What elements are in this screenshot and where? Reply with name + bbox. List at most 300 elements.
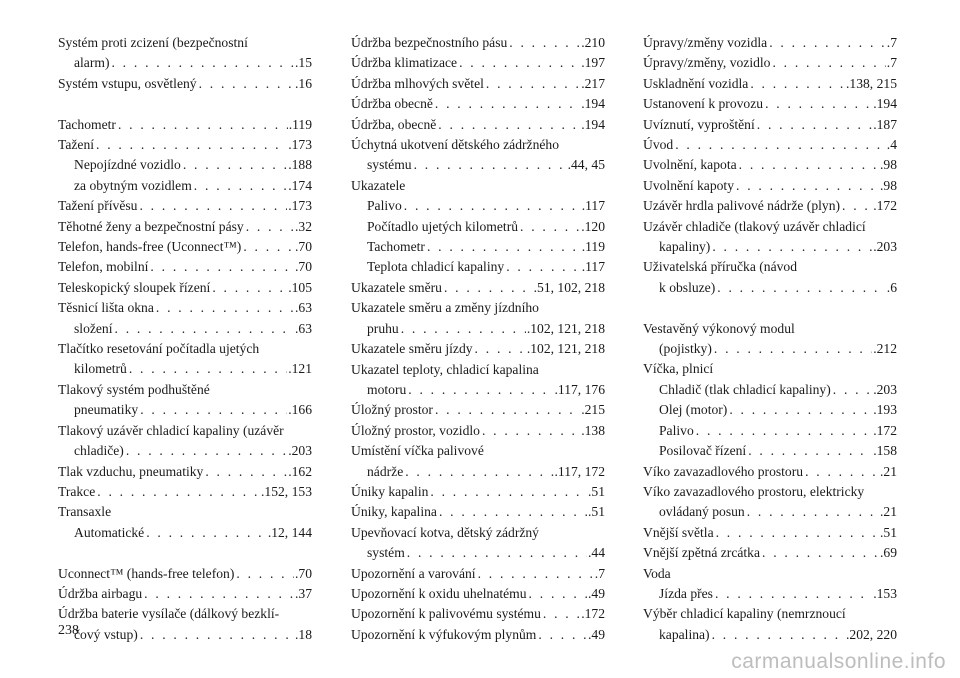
page-reference: .120 xyxy=(581,218,605,234)
index-entry xyxy=(643,543,897,563)
index-entry xyxy=(58,462,312,482)
leader-dots xyxy=(138,625,294,645)
page-reference: .117 xyxy=(581,198,605,214)
index-line xyxy=(58,584,312,604)
leader-dots xyxy=(673,135,886,155)
page-reference: .158 xyxy=(873,443,897,459)
index-entry xyxy=(351,339,605,359)
leader-dots xyxy=(137,196,287,216)
index-term: Víko zavazadlového prostoru xyxy=(643,463,804,479)
index-entry xyxy=(351,33,605,53)
index-line xyxy=(351,360,605,380)
page-reference: .194 xyxy=(581,116,605,132)
index-line xyxy=(643,400,897,420)
leader-dots xyxy=(94,135,287,155)
index-line xyxy=(643,339,897,359)
index-entry xyxy=(58,237,312,257)
index-term: Transaxle xyxy=(58,504,112,520)
page-reference: .172 xyxy=(873,422,897,438)
page-reference: .117 xyxy=(581,259,605,275)
index-line xyxy=(58,462,312,482)
page-reference: .70 xyxy=(295,239,312,255)
page-reference: .217 xyxy=(581,75,605,91)
page-reference: .63 xyxy=(295,300,312,316)
index-line xyxy=(351,523,605,543)
page-reference: .203 xyxy=(288,443,312,459)
index-entry xyxy=(58,33,312,74)
index-term: Telefon, mobilní xyxy=(58,259,149,275)
index-term: Údržba baterie vysílače (dálkový bezklí- xyxy=(58,606,280,622)
leader-dots xyxy=(436,115,580,135)
page-reference: .12, 144 xyxy=(267,524,312,540)
index-line xyxy=(643,135,897,155)
leader-dots xyxy=(767,33,886,53)
index-entry xyxy=(351,74,605,94)
index-line xyxy=(643,543,897,563)
index-term: Tlak vzduchu, pneumatiky xyxy=(58,463,204,479)
page-number: 238 xyxy=(58,623,79,638)
leader-dots xyxy=(192,176,287,196)
index-term: Olej (motor) xyxy=(659,402,728,418)
index-term: Údržba obecně xyxy=(351,96,433,112)
leader-dots xyxy=(840,196,872,216)
index-term: Údržba mlhových světel xyxy=(351,75,484,91)
leader-dots xyxy=(241,237,294,257)
leader-dots xyxy=(181,155,287,175)
index-entry xyxy=(58,217,312,237)
index-entry xyxy=(643,94,897,114)
leader-dots xyxy=(402,196,581,216)
index-line xyxy=(643,217,897,237)
page-reference: .210 xyxy=(581,35,605,50)
page-reference: .194 xyxy=(581,96,605,112)
index-term: Uconnect™ (hands-free telefon) xyxy=(58,565,235,581)
index-line xyxy=(58,502,312,522)
index-line xyxy=(351,155,605,175)
index-term: Údržba, obecně xyxy=(351,116,437,132)
index-line xyxy=(351,237,605,257)
index-term: Upevňovací kotva, dětský zádržný xyxy=(351,524,539,540)
leader-dots xyxy=(734,176,879,196)
page-reference: .69 xyxy=(880,545,897,561)
page-reference: .4 xyxy=(886,137,897,153)
index-term: Počítadlo ujetých kilometrů xyxy=(367,218,519,234)
leader-dots xyxy=(210,278,287,298)
index-line xyxy=(58,53,312,73)
index-line xyxy=(643,625,897,645)
index-entry xyxy=(351,584,605,604)
index-entry xyxy=(643,74,897,94)
leader-dots xyxy=(715,278,886,298)
index-entry xyxy=(351,278,605,298)
page-reference: .117, 172 xyxy=(554,463,605,479)
index-term: Těsnicí lišta okna xyxy=(58,300,154,316)
index-term: Ustanovení k provozu xyxy=(643,96,764,112)
index-line xyxy=(351,380,605,400)
index-line xyxy=(643,584,897,604)
page-reference: .193 xyxy=(873,402,897,418)
index-line xyxy=(351,278,605,298)
index-term: Ukazatel teploty, chladicí kapalina xyxy=(351,361,539,377)
index-line xyxy=(643,155,897,175)
leader-dots xyxy=(142,584,294,604)
index-line xyxy=(351,543,605,563)
leader-dots xyxy=(95,482,260,502)
index-entry xyxy=(351,604,605,624)
page-reference: .153 xyxy=(873,585,897,601)
index-term: Tlakový uzávěr chladicí kapaliny (uzávěr xyxy=(58,422,284,438)
index-term: Upozornění k oxidu uhelnatému xyxy=(351,585,527,601)
index-term: pneumatiky xyxy=(74,402,139,418)
leader-dots xyxy=(109,53,294,73)
index-entry xyxy=(351,94,605,114)
index-term: Ukazatele směru xyxy=(351,279,442,295)
leader-dots xyxy=(536,625,587,645)
leader-dots xyxy=(760,543,879,563)
index-entry xyxy=(351,176,605,196)
page-reference: .7 xyxy=(886,35,897,50)
index-entry xyxy=(351,482,605,502)
index-term: Vnější světla xyxy=(643,524,714,540)
index-term: Ukazatele směru a změny jízdního xyxy=(351,300,539,316)
page-reference: .98 xyxy=(880,177,897,193)
index-term: Voda xyxy=(643,565,671,581)
index-term: Upozornění a varování xyxy=(351,565,476,581)
index-entry xyxy=(58,196,312,216)
index-line xyxy=(58,217,312,237)
index-line xyxy=(643,462,897,482)
leader-dots xyxy=(763,94,872,114)
page-reference: .138, 215 xyxy=(846,75,897,91)
index-line xyxy=(643,74,897,94)
index-term: Teleskopický sloupek řízení xyxy=(58,279,211,295)
index-term: Uvolnění kapoty xyxy=(643,177,734,193)
index-entry xyxy=(351,115,605,135)
leader-dots xyxy=(399,319,526,339)
index-line xyxy=(58,380,312,400)
index-line xyxy=(351,319,605,339)
index-term: Tažení přívěsu xyxy=(58,198,138,214)
leader-dots xyxy=(412,155,567,175)
index-term: za obytným vozidlem xyxy=(74,177,192,193)
leader-dots xyxy=(197,74,294,94)
leader-dots xyxy=(124,441,287,461)
index-term: Upozornění k výfukovým plynům xyxy=(351,626,537,642)
leader-dots xyxy=(476,564,594,584)
index-entry xyxy=(58,278,312,298)
index-term: Úložný prostor, vozidlo xyxy=(351,422,480,438)
leader-dots xyxy=(484,74,580,94)
page-reference: .7 xyxy=(594,565,605,581)
index-line xyxy=(58,155,312,175)
page-reference: .49 xyxy=(588,585,605,601)
index-entry xyxy=(351,502,605,522)
index-term: Vestavěný výkonový modul xyxy=(643,320,795,336)
index-line xyxy=(351,604,605,624)
index-entry xyxy=(58,564,312,584)
index-term: Údržba klimatizace xyxy=(351,55,458,71)
index-entry xyxy=(351,196,605,216)
page-reference: .166 xyxy=(288,402,312,418)
index-entry xyxy=(643,482,897,523)
leader-dots xyxy=(403,462,553,482)
index-line xyxy=(351,421,605,441)
index-entry xyxy=(351,441,605,482)
leader-dots xyxy=(507,33,580,53)
index-line xyxy=(643,441,897,461)
index-line xyxy=(351,400,605,420)
leader-dots xyxy=(406,380,553,400)
index-line xyxy=(351,217,605,237)
index-entry xyxy=(58,584,312,604)
page-reference: .51 xyxy=(588,483,605,499)
index-term: Úpravy/změny, vozidlo xyxy=(643,55,771,71)
index-line xyxy=(351,33,605,53)
index-term: Palivo xyxy=(367,198,402,214)
index-term: kapaliny) xyxy=(659,239,711,255)
leader-dots xyxy=(154,298,294,318)
leader-dots xyxy=(127,359,287,379)
leader-dots xyxy=(473,339,526,359)
index-entry xyxy=(58,176,312,196)
index-term: Uskladnění vozidla xyxy=(643,75,749,91)
index-line xyxy=(643,115,897,135)
page-reference: .21 xyxy=(880,504,897,520)
index-entry xyxy=(643,217,897,258)
index-term: Systém vstupu, osvětlený xyxy=(58,75,197,91)
index-term: k obsluze) xyxy=(659,279,716,295)
index-line xyxy=(643,319,897,339)
leader-dots xyxy=(527,584,587,604)
index-term: Úniky kapalin xyxy=(351,483,429,499)
index-entry xyxy=(351,298,605,339)
index-column-2 xyxy=(351,33,605,645)
page-reference: .173 xyxy=(288,198,312,214)
index-entry xyxy=(643,421,897,441)
index-term: Tažení xyxy=(58,137,95,153)
leader-dots xyxy=(713,584,872,604)
index-line xyxy=(351,176,605,196)
leader-dots xyxy=(425,237,581,257)
index-entry xyxy=(58,257,312,277)
page-reference: .70 xyxy=(295,259,312,275)
index-line xyxy=(58,421,312,441)
index-term: kapalina) xyxy=(659,626,710,642)
index-line xyxy=(643,196,897,216)
index-entry xyxy=(58,155,312,175)
index-line xyxy=(643,604,897,624)
page-reference: .44 xyxy=(588,545,605,561)
index-line xyxy=(351,94,605,114)
leader-dots xyxy=(831,380,872,400)
index-line xyxy=(643,564,897,584)
index-line xyxy=(58,604,312,624)
index-entry xyxy=(643,135,897,155)
leader-dots xyxy=(144,523,267,543)
index-line xyxy=(351,441,605,461)
page-reference: .37 xyxy=(295,585,312,601)
index-line xyxy=(643,502,897,522)
index-entry xyxy=(643,400,897,420)
leader-dots xyxy=(138,400,287,420)
index-line xyxy=(58,441,312,461)
index-line xyxy=(351,53,605,73)
page-reference: .203 xyxy=(873,239,897,255)
index-line xyxy=(643,257,897,277)
index-entry xyxy=(58,604,312,645)
index-line xyxy=(58,523,312,543)
index-term: Chladič (tlak chladicí kapaliny) xyxy=(659,381,831,397)
index-entry xyxy=(58,319,312,339)
index-term: Vnější zpětná zrcátka xyxy=(643,545,760,561)
index-term: Jízda přes xyxy=(659,585,713,601)
index-term: Údržba bezpečnostního pásu xyxy=(351,35,508,50)
index-entry xyxy=(643,564,897,584)
index-line xyxy=(58,115,312,135)
leader-dots xyxy=(433,94,580,114)
index-entry xyxy=(643,604,897,645)
index-entry xyxy=(351,400,605,420)
index-line xyxy=(58,359,312,379)
leader-dots xyxy=(113,319,294,339)
leader-dots xyxy=(234,564,294,584)
leader-dots xyxy=(755,115,872,135)
index-term: Těhotné ženy a bezpečnostní pásy xyxy=(58,218,244,234)
index-line xyxy=(58,339,312,359)
leader-dots xyxy=(518,217,580,237)
index-line xyxy=(643,94,897,114)
leader-dots xyxy=(737,155,879,175)
leader-dots xyxy=(710,625,845,645)
index-column-1 xyxy=(58,33,312,645)
page-reference: .51 xyxy=(880,524,897,540)
leader-dots xyxy=(694,421,872,441)
page-reference: .44, 45 xyxy=(567,157,605,173)
index-line xyxy=(643,278,897,298)
index-line xyxy=(58,176,312,196)
page-reference: .15 xyxy=(295,55,312,71)
index-line xyxy=(58,319,312,339)
leader-dots xyxy=(244,217,294,237)
index-line xyxy=(58,298,312,318)
index-entry xyxy=(351,625,605,645)
index-term: motoru xyxy=(367,381,407,397)
index-line xyxy=(351,298,605,318)
index-line xyxy=(643,482,897,502)
page-reference: .121 xyxy=(288,361,312,377)
page-reference: .63 xyxy=(295,320,312,336)
index-term: (pojistky) xyxy=(659,341,712,357)
index-column-3 xyxy=(643,33,897,645)
page-reference: .117, 176 xyxy=(554,381,605,397)
page-reference: .172 xyxy=(581,606,605,622)
index-line xyxy=(351,462,605,482)
index-line xyxy=(643,421,897,441)
index-entry xyxy=(58,135,312,155)
index-entry xyxy=(58,523,312,543)
index-term: Ukazatele směru jízdy xyxy=(351,341,473,357)
index-entry xyxy=(351,217,605,237)
index-line xyxy=(643,33,897,53)
index-line xyxy=(351,135,605,155)
index-entry xyxy=(643,115,897,135)
page-reference: .119 xyxy=(581,239,605,255)
index-line xyxy=(58,257,312,277)
index-line xyxy=(351,257,605,277)
index-line xyxy=(58,278,312,298)
page-reference: .194 xyxy=(873,96,897,112)
index-line xyxy=(58,482,312,502)
index-term: Uživatelská příručka (návod xyxy=(643,259,797,275)
page-reference: .16 xyxy=(295,75,312,91)
index-entry xyxy=(643,319,897,360)
page-reference: .70 xyxy=(295,565,312,581)
index-term: Uvíznutí, vyproštění xyxy=(643,116,755,132)
index-line xyxy=(351,115,605,135)
index-term: Uzávěr chladiče (tlakový uzávěr chladicí xyxy=(643,218,866,234)
index-line xyxy=(58,625,312,645)
index-entry xyxy=(58,74,312,94)
leader-dots xyxy=(480,421,580,441)
index-term: nádrže xyxy=(367,463,404,479)
index-entry xyxy=(643,441,897,461)
index-term: Úpravy/změny vozidla xyxy=(643,35,768,50)
index-entry xyxy=(58,482,312,502)
index-line xyxy=(643,523,897,543)
watermark: carmanualsonline.info xyxy=(731,650,946,673)
page-reference: .49 xyxy=(588,626,605,642)
page-reference: .172 xyxy=(873,198,897,214)
index-line xyxy=(351,564,605,584)
index-entry xyxy=(351,360,605,401)
index-line xyxy=(58,400,312,420)
page-reference: .7 xyxy=(886,55,897,71)
index-entry xyxy=(643,462,897,482)
index-line xyxy=(643,176,897,196)
index-term: Tachometr xyxy=(367,239,425,255)
page-reference: .187 xyxy=(873,116,897,132)
index-entry xyxy=(643,196,897,216)
index-line xyxy=(643,53,897,73)
index-term: Nepojízdné vozidlo xyxy=(74,157,181,173)
page-reference: .98 xyxy=(880,157,897,173)
index-term: Upozornění k palivovému systému xyxy=(351,606,541,622)
index-term: Údržba airbagu xyxy=(58,585,143,601)
index-line xyxy=(58,74,312,94)
page-reference: .188 xyxy=(288,157,312,173)
index-entry xyxy=(351,421,605,441)
index-term: Systém proti zcizení (bezpečnostní xyxy=(58,35,248,50)
index-term: Úniky, kapalina xyxy=(351,504,437,520)
index-line xyxy=(643,359,897,379)
leader-dots xyxy=(746,441,872,461)
index-term: Umístění víčka palivové xyxy=(351,443,484,459)
index-line xyxy=(351,502,605,522)
index-term: Tlakový systém podhuštěné xyxy=(58,381,210,397)
leader-dots xyxy=(116,115,288,135)
index-term: Víko zavazadlového prostoru, elektricky xyxy=(643,483,865,499)
page-reference: .162 xyxy=(288,463,312,479)
page-reference: .21 xyxy=(880,463,897,479)
index-term: Uzávěr hrdla palivové nádrže (plyn) xyxy=(643,198,841,214)
index-term: ovládaný posun xyxy=(659,504,745,520)
index-term: Tlačítko resetování počítadla ujetých xyxy=(58,341,260,357)
page-reference: .212 xyxy=(873,341,897,357)
page-reference: .102, 121, 218 xyxy=(526,341,605,357)
page-reference: .202, 220 xyxy=(846,626,897,642)
page-reference: .51 xyxy=(588,504,605,520)
index-entry xyxy=(351,257,605,277)
